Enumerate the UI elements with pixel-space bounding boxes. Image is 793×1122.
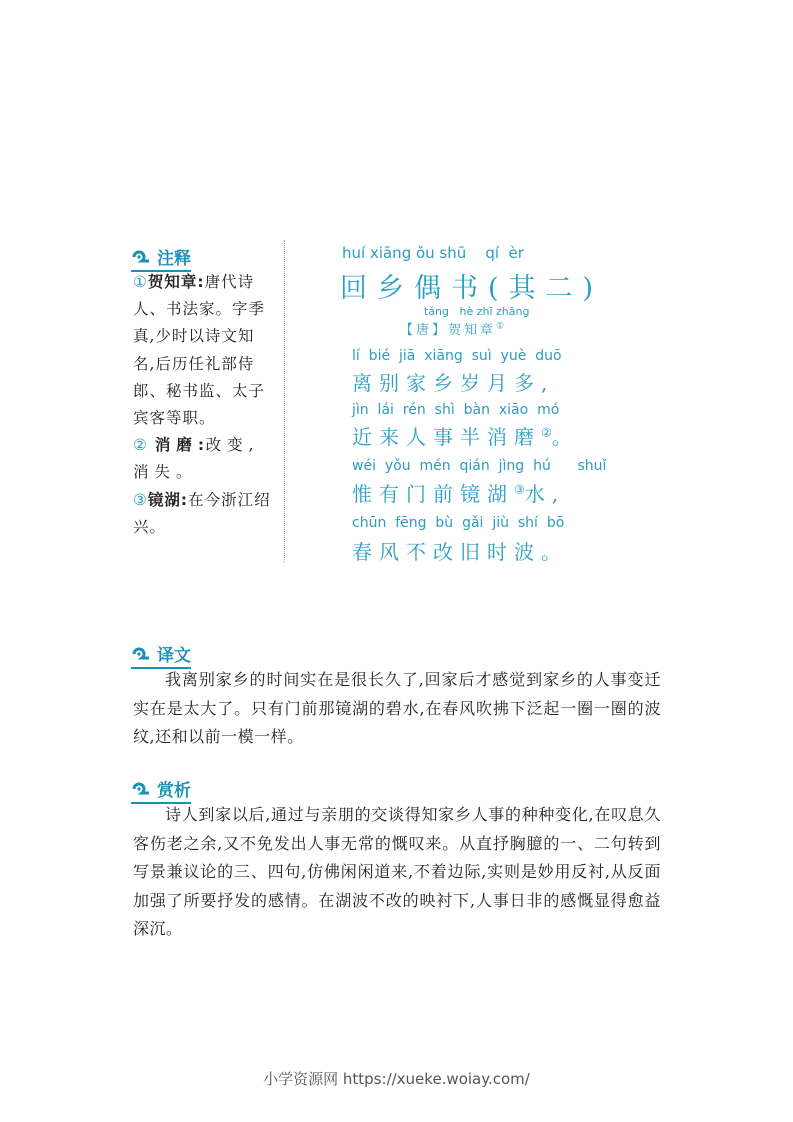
note-item: ①贺知章:唐代诗人、书法家。字季真,少时以诗文知名,后历任礼部侍郎、秘书监、太子宾客等职。	[133, 273, 266, 428]
appreciation-text: 诗人到家以后,通过与亲朋的交谈得知家乡人事的种种变化,在叹息久客伤老之余,又不免发出人事无常的慨叹来。从直抒胸臆的一、二句转到写景兼议论的三、四句,仿佛闲闲道来,不着边际,实则是妙用反衬,从反面加强了所要抒发的感情。在湖波不改的映衬下,人事日非的感慨显得愈益深沉。	[133, 805, 661, 938]
note-item: ③镜湖:在今浙江绍兴。	[133, 490, 271, 536]
notes-list	[133, 269, 275, 541]
note-term: 消磨	[154, 436, 198, 455]
appreciation-heading	[131, 776, 191, 804]
swirl-icon	[131, 646, 151, 662]
swirl-icon	[131, 249, 151, 265]
poem-line-pinyin: chūn fēng bù gǎi jiù shí bō	[352, 515, 565, 531]
translation-heading-label: 译文	[157, 646, 191, 666]
note-term: 贺知章	[147, 273, 198, 291]
appreciation-heading-label: 赏析	[157, 781, 191, 801]
notes-heading-label: 注释	[157, 249, 191, 269]
poem-line: 春风不改旧时波。	[352, 540, 568, 564]
note-term: 镜湖	[147, 490, 181, 509]
note-text: 在今浙江绍兴。	[133, 490, 271, 536]
note-text: 改变,消失。	[133, 436, 260, 482]
dotted-divider	[284, 240, 285, 562]
poem-line: 离别家乡岁月多,	[352, 371, 555, 395]
poem-line: 近来人事半消磨②。	[352, 425, 579, 449]
swirl-icon	[131, 781, 151, 797]
poem-line-pinyin: jìn lái rén shì bàn xiāo mó	[352, 402, 560, 418]
notes-heading	[131, 244, 191, 272]
poem-author: 【唐】贺知章①	[400, 321, 508, 338]
note-item: ② 消磨:改变,消失。	[133, 436, 260, 482]
footer-watermark: 小学资源网 https://xueke.woiay.com/	[263, 1070, 530, 1088]
poem-title: 回乡偶书(其二)	[340, 273, 604, 304]
poem-author-pinyin: táng hè zhī zhāng	[424, 305, 530, 318]
translation-heading	[131, 641, 191, 669]
poem-line: 惟有门前镜湖③水,	[352, 482, 566, 506]
note-text: 唐代诗人、书法家。字季真,少时以诗文知名,后历任礼部侍郎、秘书监、太子宾客等职。	[133, 273, 266, 428]
poem-line-pinyin: lí bié jiā xiāng suì yuè duō	[352, 348, 562, 364]
poem-line-pinyin: wéi yǒu mén qián jìng hú shuǐ	[352, 458, 607, 474]
poem-title-pinyin: huí xiāng ǒu shū qí èr	[342, 244, 524, 262]
translation-text: 我离别家乡的时间实在是很长久了,回家后才感觉到家乡的人事变迁实在是太大了。只有门前那镜湖的碧水,在春风吹拂下泛起一圈一圈的波纹,还和以前一模一样。	[133, 670, 661, 746]
